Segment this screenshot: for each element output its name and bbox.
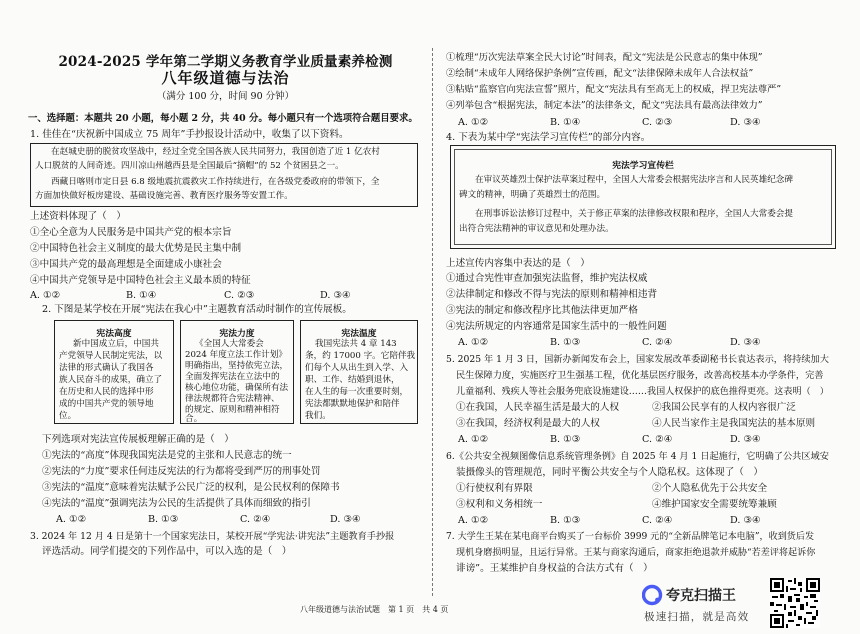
q2-panel-line: 全面发挥宪法在立法中的 [185, 372, 280, 382]
q1-answer-c: C. ②③ [224, 290, 255, 301]
q6-answer-b: B. ①③ [550, 515, 581, 526]
q6-option: ④维护国家安全需要统筹兼顾 [652, 499, 777, 510]
q5-option: ①在我国，人民幸福生活是最大的人权 [456, 402, 620, 413]
q1-option: ④中国共产党领导是中国特色社会主义最本质的特征 [30, 275, 251, 286]
q2-panel-line: 成的中国共产党的领导地 [59, 399, 154, 409]
q2-panel-line: 核心地位功能，确保所有法 [185, 383, 289, 393]
q6-stem: 装摄像头的管理规范，同时平衡公共安全与个人隐私权。这体现了（ ） [456, 467, 763, 478]
q2-panel-line: 我们。 [305, 411, 331, 421]
q2-answer-b: B. ①③ [148, 514, 179, 525]
q3-answer-c: C. ②③ [642, 117, 673, 128]
q4-stem: 4. 下表为某中学“宪法学习宣传栏”的部分内容。 [446, 132, 651, 143]
q1-option: ②中国特色社会主义制度的最大优势是民主集中制 [30, 243, 242, 254]
q2-option: ①宪法的“高度”体现我国宪法是党的主张和人民意志的统一 [42, 450, 292, 461]
q5-stem: 5. 2025 年 1 月 3 日，国新办新闻发布会上，国家发展改革委副秘书长袁达表示，将持续加大 [446, 354, 829, 365]
q1-material-line: 在赵城史册的脱贫攻坚战中，经过全党全国各族人民共同努力，我国创造了近 1 亿农村 [51, 147, 380, 157]
q5-option: ②我国公民享有的人权内容很广泛 [652, 402, 796, 413]
q2-panel-line: 的规定、原则和精神相符 [185, 405, 280, 415]
q4-box-line: 出符合宪法精神的审议意见和处理办法。 [459, 224, 614, 234]
scanner-watermark [642, 582, 764, 626]
exam-title: 2024-2025 学年第二学期义务教育学业质量素养检测 [58, 54, 393, 70]
q4-outer-box [450, 145, 836, 249]
q5-stem: 儿童福利、残疾人等社会服务兜底设施建设……我国人权保护的底色推得更亮。这表明（ ） [456, 387, 829, 397]
q2-panel-force [180, 320, 294, 424]
q2-panel-line: 宪法都默默地保护和陪伴 [305, 399, 400, 409]
q5-stem: 民生保障力度，实施医疗卫生强基工程，优化基层医疗服务，改善高校基本办学条件，完善 [456, 370, 824, 381]
scanner-brand: 夸克扫描王 [666, 588, 736, 604]
q2-stem: 2. 下图是某学校在开展“宪法在我心中”主题教育活动时制作的宣传展板。 [42, 304, 352, 315]
q1-option: ①全心全意为人民服务是中国共产党的根本宗旨 [30, 227, 232, 238]
q2-answer-c: C. ②④ [240, 514, 271, 525]
q2-panel-line: 族人民奋斗的成果，确立了 [59, 375, 163, 385]
q2-panel-line: 在人生的每一次重要时刻， [305, 387, 409, 397]
quark-logo-icon [642, 582, 764, 626]
scanner-slogan: 极速扫描，就是高效 [644, 611, 750, 623]
score-time-note: （满分 100 分，时间 90 分钟） [156, 91, 295, 102]
q1-lead: 上述资料体现了（ ） [30, 211, 126, 222]
q3-option: ②绘制“未成年人网络保护条例”宣传画，配文“法律保障未成年人合法权益” [446, 68, 754, 79]
q3-stem: 评选活动。同学们提交的下列作品中，可以入选的是（ ） [42, 546, 292, 557]
q2-panel-line: 位。 [59, 411, 77, 421]
q2-lead: 下列选项对宪法宣传展板理解正确的是（ ） [42, 434, 234, 445]
q2-panel-line: 职、工作、结婚到退休， [305, 375, 400, 385]
q2-panel-line: 律法规都符合宪法精神、 [185, 394, 280, 404]
q2-panel-line: 条，约 17000 字。它陪伴我 [305, 351, 416, 361]
q5-option: ④人民当家作主是我国宪法的基本原则 [652, 418, 816, 429]
q2-panel-line: 们每个人从出生到入学、入 [305, 363, 409, 373]
q2-answer-d: D. ③④ [330, 514, 361, 525]
q4-box-line: 在刑事诉讼法修订过程中，关于修正草案的法律修改权限和程序，全国人大常委会提 [475, 209, 793, 219]
q4-answer-d: D. ③④ [730, 337, 761, 348]
q5-answer-d: D. ③④ [730, 434, 761, 445]
qr-code-icon [770, 578, 820, 628]
q1-material-line: 人口脱贫的人间奇迹。四川凉山州越西县是全国最后“摘帽”的 52 个贫困县之一。 [35, 161, 344, 171]
q4-option: ③宪法的制定和修改程序比其他法律更加严格 [446, 305, 638, 316]
q2-option: ④宪法的“温度”强调宪法为公民的生活提供了具体而细致的指引 [42, 498, 311, 509]
q4-answer-a: A. ①② [458, 337, 489, 348]
q4-answer-b: B. ①③ [550, 337, 581, 348]
q3-option: ④列举包含“根据宪法，制定本法”的法律条文，配文“宪法具有最高法律效力” [446, 100, 763, 111]
q6-option: ②个人隐私优先于公共安全 [652, 483, 768, 494]
q2-panel-line: 明确指出，坚持依宪立法， [185, 361, 289, 371]
q2-panel-title: 宪法温度 [341, 329, 377, 339]
q1-answer-b: B. ①④ [126, 290, 157, 301]
q3-answer-b: B. ①④ [550, 117, 581, 128]
q2-answer-a: A. ①② [56, 514, 87, 525]
q5-option: ③在我国，经济权利是最大的人权 [456, 418, 600, 429]
q6-option: ①行使权利有界限 [456, 483, 533, 494]
q4-box-line: 碑文的精神，明确了英雄烈士的范围。 [459, 190, 606, 200]
q2-option: ③宪法的“温度”意味着宪法赋予公民广泛的权利，是公民权利的保障书 [42, 482, 340, 493]
q4-option: ④宪法所规定的内容通常是国家生活中的一般性问题 [446, 321, 667, 332]
q1-stem: 1. 佳佳在“庆祝新中国成立 75 周年”手抄报设计活动中，收集了以下资料。 [30, 129, 349, 140]
q2-panel-line: 产党领导人民制定宪法，以 [59, 351, 163, 361]
q4-inner-box [454, 149, 832, 245]
q6-answer-a: A. ①② [458, 515, 489, 526]
section-heading: 一、选择题：本题共 20 小题，每小题 2 分，共 40 分。每小题只有一个选项符合题目要求。 [28, 113, 418, 124]
q6-answer-c: C. ②④ [642, 515, 673, 526]
q1-answer-d: D. ③④ [320, 290, 351, 301]
q4-option: ②法律制定和修改不得与宪法的原则和精神相违背 [446, 289, 658, 300]
q5-answer-c: C. ②④ [642, 434, 673, 445]
q1-material-line: 西藏日喀则市定日县 6.8 级地震抗震救灾工作持续进行，在各级党委政府的带领下，全 [51, 177, 380, 187]
q6-answer-d: D. ③④ [730, 515, 761, 526]
q3-option: ①梳理“历次宪法草案全民大讨论”时间表，配文“宪法是公民意志的集中体现” [446, 52, 763, 63]
q7-stem: 现机身磨损明显，且运行异常。王某与商家沟通后，商家拒绝退款并威胁“若差评将起诉你 [456, 548, 816, 558]
q2-option: ②宪法的“力度”要求任何违反宪法的行为都将受到严厉的刑事处罚 [42, 466, 321, 477]
q2-panel-line: 法律的形式确认了我国各 [59, 363, 154, 373]
q3-option: ③粘贴“监察官向宪法宣誓”照片，配文“宪法具有至高无上的权威，捍卫宪法尊严” [446, 84, 782, 95]
q3-stem: 3. 2024 年 12 月 4 日是第十一个国家宪法日，某校开展“学宪法·讲宪法”主题教育手抄报 [30, 531, 395, 542]
q7-stem: 诽谤”。王某维护自身权益的合法方式有（ ） [456, 563, 653, 574]
q1-material-line: 方面加快做好板房建设、基础设施完善、教育医疗服务等安置工作。 [35, 191, 293, 201]
q4-box-title: 宪法学习宣传栏 [612, 161, 674, 171]
q4-box-line: 在审议英雄烈士保护法草案过程中，全国人大常委会根据宪法序言和人民英雄纪念碑 [475, 175, 793, 185]
page-footer: 八年级道德与法治试题 第 1 页 共 4 页 [300, 605, 449, 614]
subject-title: 八年级道德与法治 [161, 69, 290, 87]
q2-panel-title: 宪法高度 [96, 329, 132, 339]
q3-answer-d: D. ③④ [730, 117, 761, 128]
q4-lead: 上述宣传内容集中表达的是（ ） [446, 258, 590, 269]
q2-panel-line: 2024 年度立法工作计划》 [185, 350, 287, 360]
q6-stem: 6.《公共安全视频图像信息系统管理条例》自 2025 年 4 月 1 日起施行，它明确了公共区域安 [446, 451, 829, 462]
q1-material-box [30, 143, 418, 207]
q2-panel-line: 《全国人大常委会 [195, 339, 264, 349]
q2-panel-warmth [300, 320, 418, 424]
q2-panel-line: 我国宪法共 4 章 143 [315, 339, 397, 349]
q3-answer-a: A. ①② [458, 117, 489, 128]
q7-stem: 7. 大学生王某在某电商平台购买了一台标价 3999 元的“全新品牌笔记本电脑”，收到货后发 [446, 532, 815, 542]
q5-answer-a: A. ①② [458, 434, 489, 445]
q2-panel-title: 宪法力度 [219, 329, 255, 339]
q1-option: ③中国共产党的最高理想是全面建成小康社会 [30, 259, 222, 270]
q4-option: ①通过合宪性审查加强宪法监督，维护宪法权威 [446, 273, 648, 284]
q2-panel-height [54, 320, 174, 424]
q4-answer-c: C. ②④ [642, 337, 673, 348]
q2-panel-line: 合。 [185, 414, 203, 424]
q1-answer-a: A. ①② [30, 290, 61, 301]
q2-panel-line: 新中国成立后，中国共 [73, 339, 159, 349]
q2-panel-line: 在历史和人民的选择中形 [59, 387, 154, 397]
q6-option: ③权利和义务相统一 [456, 499, 543, 510]
column-divider [432, 48, 433, 596]
q5-answer-b: B. ①③ [550, 434, 581, 445]
